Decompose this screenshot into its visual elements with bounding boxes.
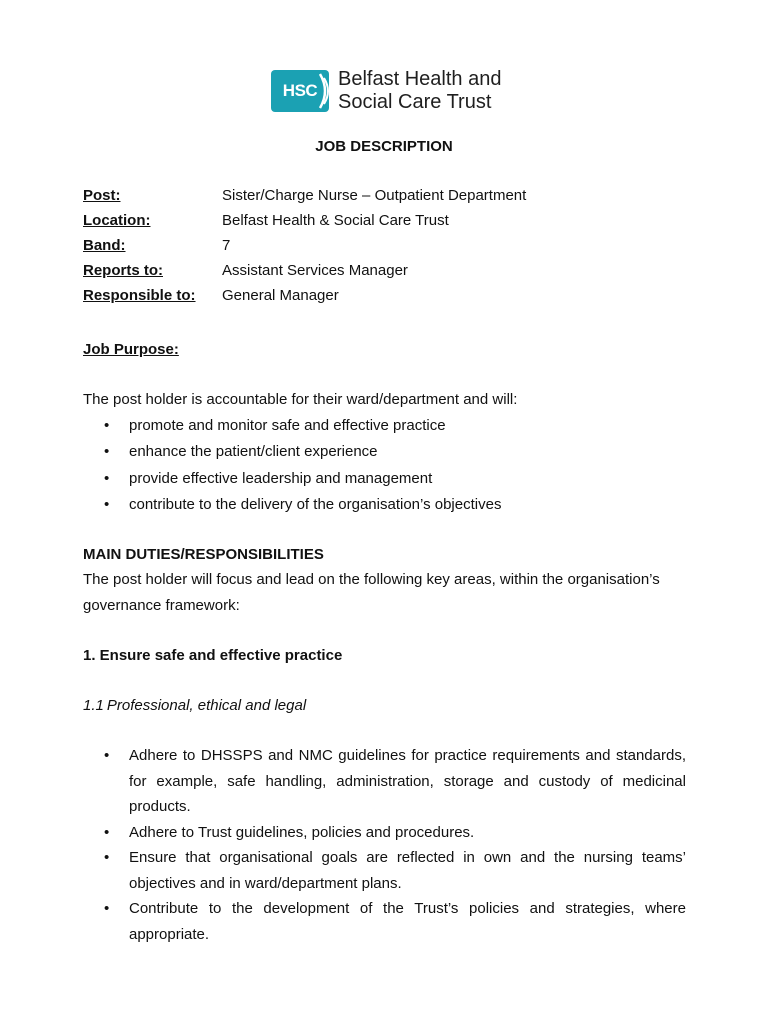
logo-mark-text: HSC [282, 81, 318, 100]
detail-value: 7 [222, 237, 231, 254]
job-purpose-section [83, 387, 686, 519]
list-item: • provide effective leadership and management [83, 466, 686, 492]
detail-key: Post: [83, 187, 121, 204]
job-purpose-intro: The post holder is accountable for their ward/department and will: [83, 391, 518, 408]
detail-key: Band: [83, 237, 126, 254]
job-details [83, 187, 526, 312]
job-purpose-heading: Job Purpose: [83, 341, 179, 358]
logo-line-2: Social Care Trust [338, 91, 492, 113]
list-item: • Contribute to the development of the Trust’s policies and strategies, where appropriate. [83, 896, 686, 947]
detail-key: Responsible to: [83, 287, 196, 304]
section-1-subheading: 1.1 Professional, ethical and legal [83, 697, 307, 714]
logo-line-1: Belfast Health and [338, 68, 502, 90]
detail-row-band [83, 237, 526, 262]
detail-value: Assistant Services Manager [222, 262, 408, 279]
list-item: • enhance the patient/client experience [83, 439, 686, 465]
list-item: • Adhere to DHSSPS and NMC guidelines for practice requirements and standards, for example, safe handling, administration, storage and custody of medicinal products. [83, 743, 686, 820]
list-item: • promote and monitor safe and effective practice [83, 413, 686, 439]
detail-value: General Manager [222, 287, 339, 304]
detail-row-reports-to [83, 262, 526, 287]
list-item: • Ensure that organisational goals are reflected in own and the nursing teams’ objectives and in ward/department plans. [83, 845, 686, 896]
job-purpose-list [83, 413, 686, 518]
list-item: • Adhere to Trust guidelines, policies and procedures. [83, 820, 686, 846]
section-1-heading: 1. Ensure safe and effective practice [83, 647, 343, 664]
section-1-list-container [83, 743, 686, 947]
list-item: • contribute to the delivery of the organisation’s objectives [83, 492, 686, 518]
document-title: JOB DESCRIPTION [315, 138, 453, 155]
trust-logo [271, 68, 501, 114]
detail-value: Belfast Health & Social Care Trust [222, 212, 449, 229]
main-duties-heading: MAIN DUTIES/RESPONSIBILITIES [83, 546, 324, 563]
logo-wordmark [338, 68, 501, 114]
detail-key: Location: [83, 212, 151, 229]
detail-row-location [83, 212, 526, 237]
detail-value: Sister/Charge Nurse – Outpatient Department [222, 187, 527, 204]
main-duties-intro: The post holder will focus and lead on the following key areas, within the organisation’s governance framework: [83, 571, 660, 614]
detail-row-responsible-to [83, 287, 526, 312]
hsc-logo-icon [271, 70, 329, 112]
detail-key: Reports to: [83, 262, 163, 279]
detail-row-post [83, 187, 526, 212]
section-1-list [83, 743, 686, 947]
